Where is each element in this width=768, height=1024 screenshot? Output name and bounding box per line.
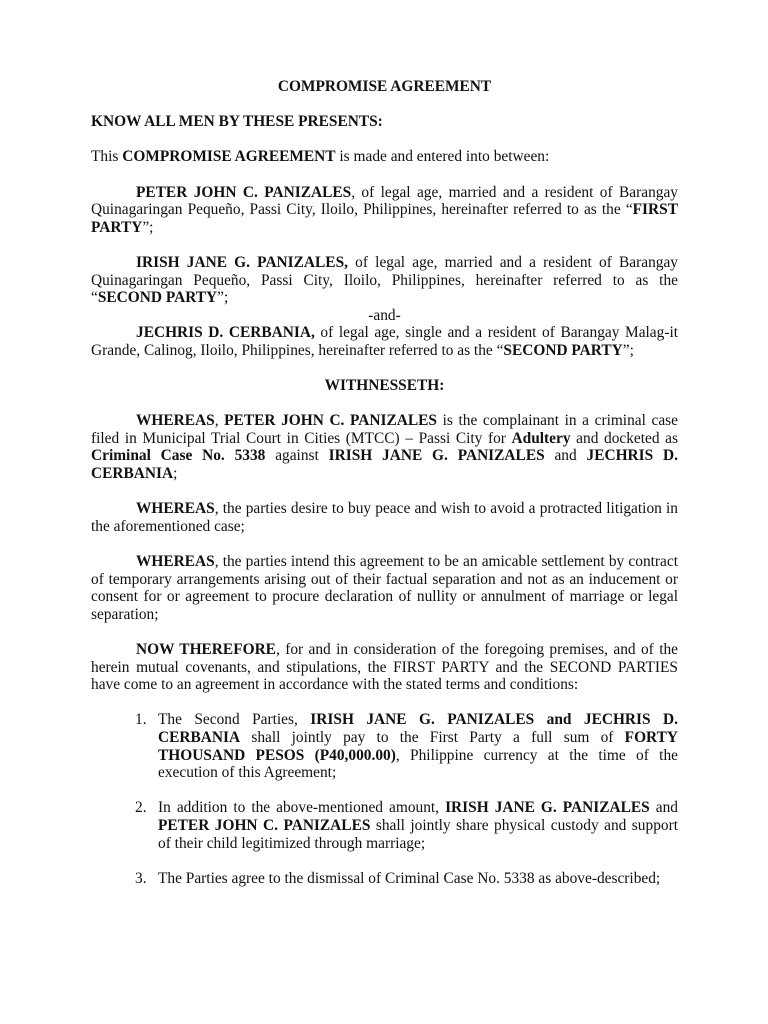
first-party-paragraph: PETER JOHN C. PANIZALES, of legal age, married and a resident of Barangay Quinagaringan Pequeño, Passi City, Iloilo, Philippines, hereinafter referred to as the “FIRST PARTY”;: [91, 183, 678, 236]
list-item: 2. In addition to the above-mentioned amount, IRISH JANE G. PANIZALES and PETER JOHN C. PANIZALES shall jointly share physical custody and support of their child legitimized through marriage;: [135, 799, 678, 852]
list-item-number: 2.: [135, 799, 147, 817]
third-party-paragraph: JECHRIS D. CERBANIA, of legal age, single and a resident of Barangay Malag-it Grande, Calinog, Iloilo, Philippines, hereinafter referred to as the “SECOND PARTY”;: [91, 324, 679, 359]
list-item: 3. The Parties agree to the dismissal of Criminal Case No. 5338 as above-described;: [135, 869, 661, 887]
whereas-complainant-paragraph: WHEREAS, PETER JOHN C. PANIZALES is the complainant in a criminal case filed in Municipal Trial Court in Cities (MTCC) – Passi City for Adultery and docketed as Criminal Case No. 5338 against IRISH JANE G. PANIZALES and JECHRIS D. CERBANIA;: [91, 412, 678, 483]
whereas-peace-paragraph: WHEREAS, the parties desire to buy peace and wish to avoid a protracted litigation in the aforementioned case;: [91, 500, 678, 535]
now-therefore-paragraph: NOW THEREFORE, for and in consideration of the foregoing premises, and of the herein mutual covenants, and stipulations, the FIRST PARTY and the SECOND PARTIES have come to an agreement in accordance with the stated terms and conditions:: [91, 641, 678, 694]
and-separator: -and-: [368, 306, 401, 324]
intro-paragraph: This COMPROMISE AGREEMENT is made and entered into between:: [91, 148, 550, 166]
terms-list: [91, 711, 678, 887]
document-title: COMPROMISE AGREEMENT: [277, 78, 492, 95]
second-party-paragraph: IRISH JANE G. PANIZALES, of legal age, married and a resident of Barangay Quinagaringan Pequeño, Passi City, Iloilo, Philippines, hereinafter referred to as the “SECOND PARTY”;: [91, 253, 678, 307]
list-item-number: 3.: [135, 869, 147, 887]
list-item-number: 1.: [135, 711, 147, 729]
witnesseth-heading: WITHNESSETH:: [324, 377, 445, 395]
list-item: 1. The Second Parties, IRISH JANE G. PANIZALES and JECHRIS D. CERBANIA shall jointly pay to the First Party a full sum of FORTY THOUSAND PESOS (P40,000.00), Philippine currency at the time of the execution of this Agreement;: [135, 711, 679, 782]
heading: KNOW ALL MEN BY THESE PRESENTS:: [91, 113, 383, 131]
whereas-settlement-paragraph: WHEREAS, the parties intend this agreement to be an amicable settlement by contract of temporary arrangements arising out of their factual separation and not as an inducement or consent for or agreement to procure declaration of nullity or annulment of marriage or legal separation;: [91, 553, 678, 623]
document-page: [91, 78, 678, 887]
